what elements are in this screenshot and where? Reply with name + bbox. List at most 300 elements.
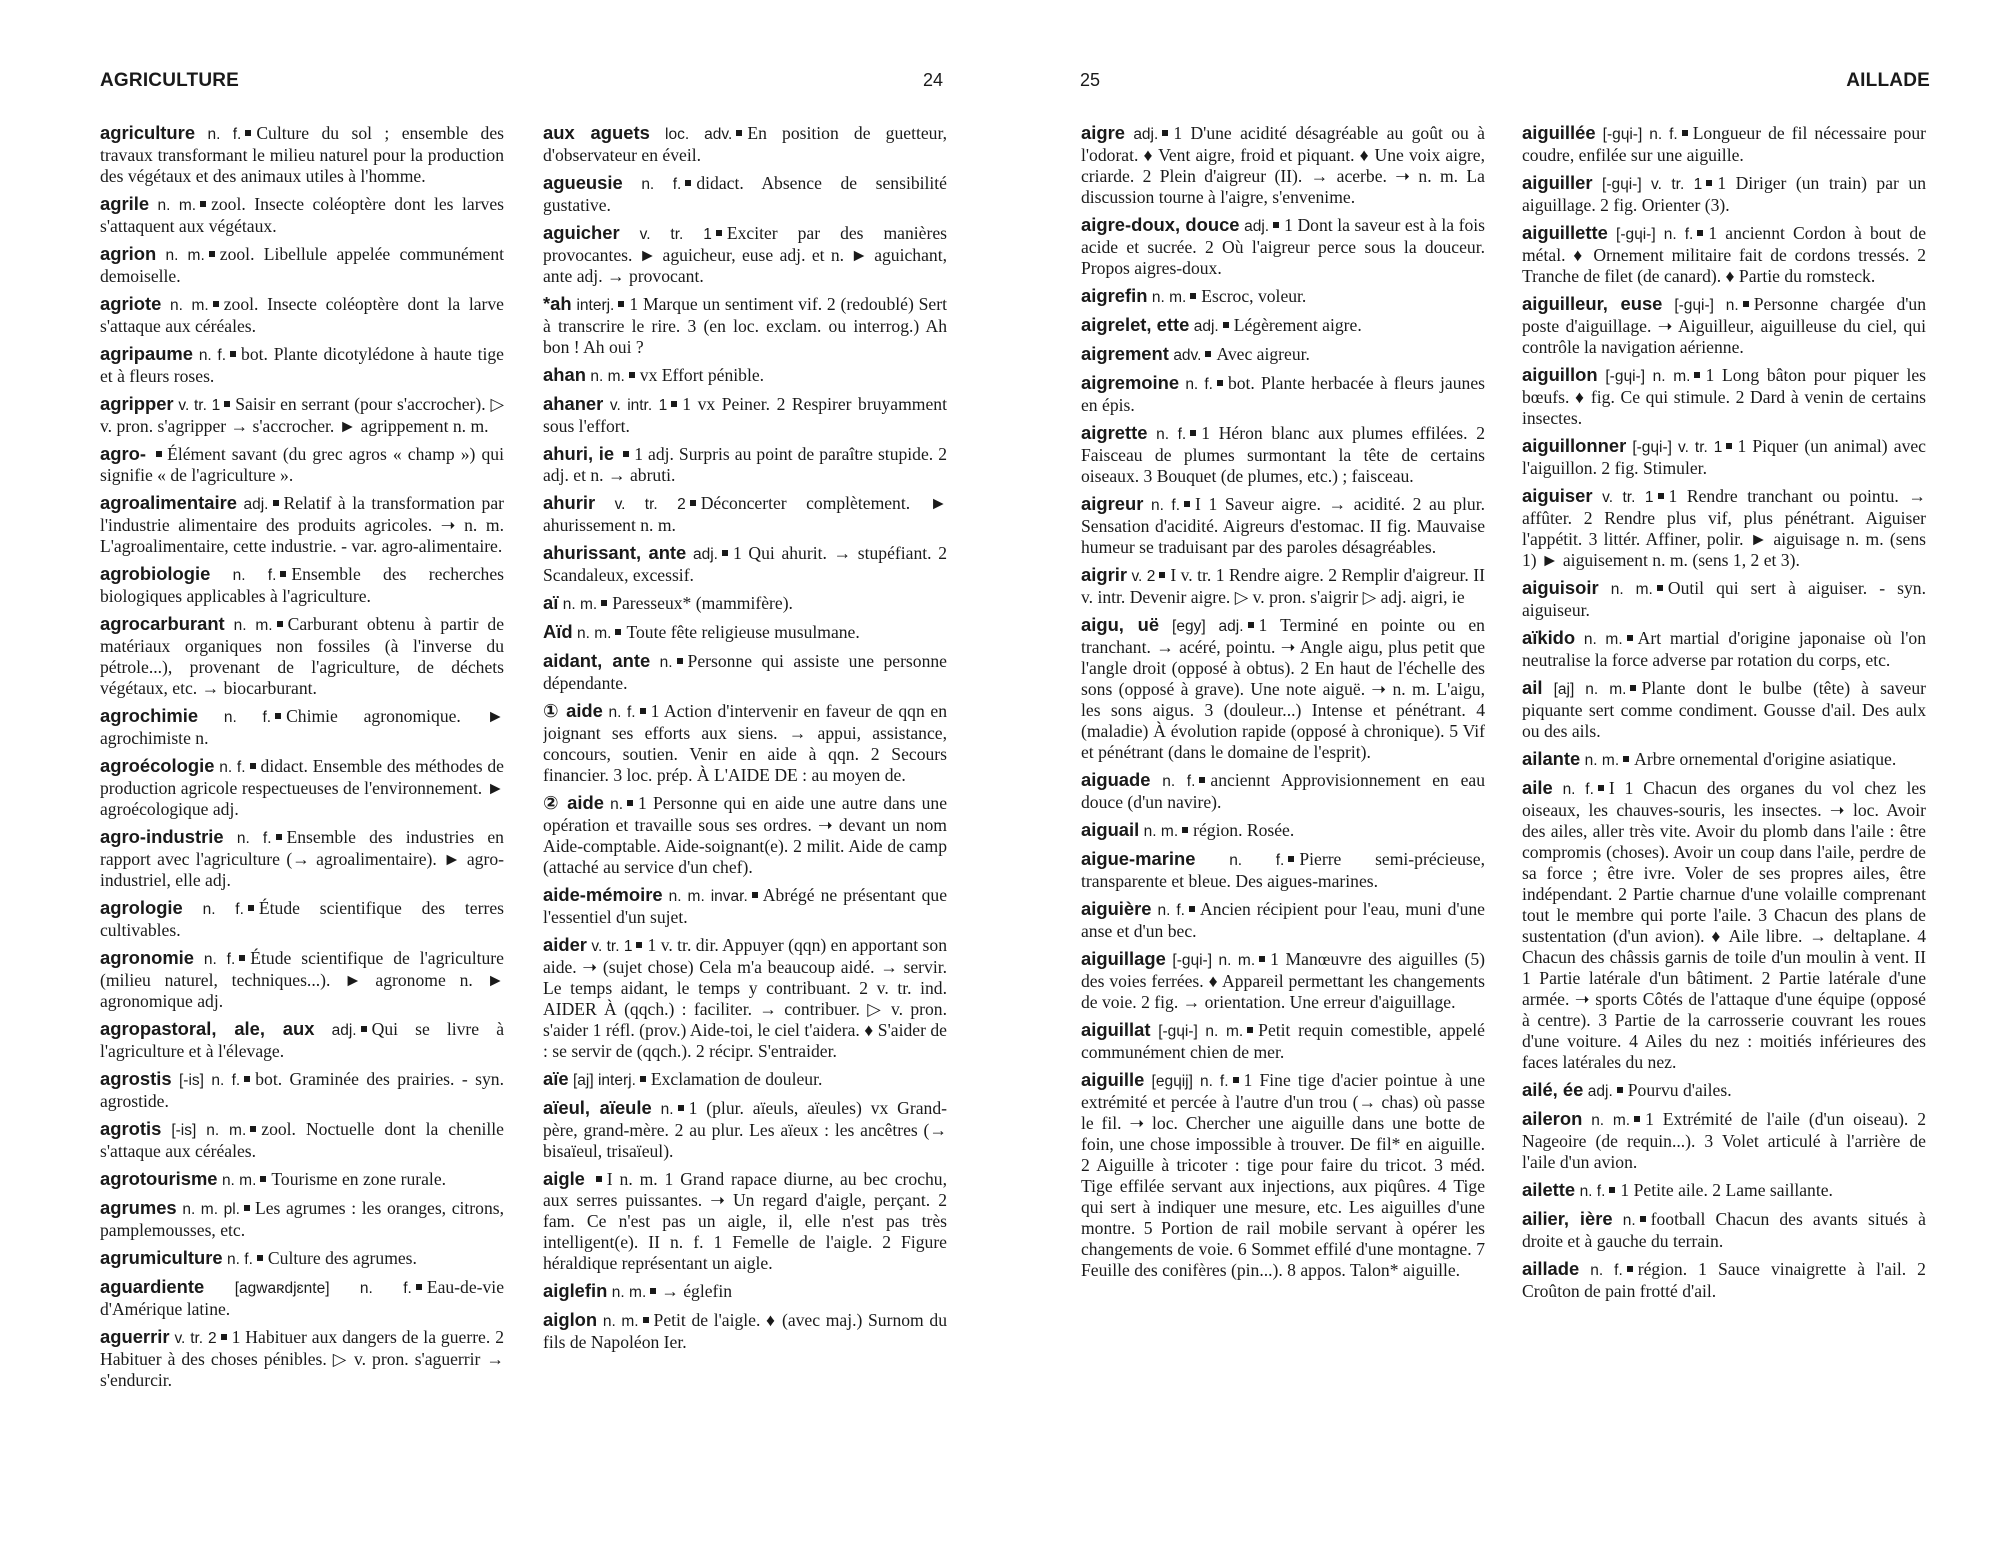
entry-headword: aiguade [1081,769,1151,790]
dictionary-entry [100,705,504,749]
entry-headword: aileron [1522,1108,1583,1129]
separator-square-icon [1223,322,1229,328]
entry-headword: ailette [1522,1179,1576,1200]
entry-headword: aigreur [1081,493,1144,514]
separator-square-icon [1199,777,1205,783]
page-number-right: 25 [1080,70,1101,90]
entry-headword: agrologie [100,897,183,918]
entry-grammar: adj. [1244,218,1270,235]
entry-grammar: n. m. [221,1172,257,1189]
entry-grammar: n. m. [602,1313,639,1330]
entry-grammar: v. tr. 2 [614,496,686,513]
dictionary-entry [1081,493,1485,558]
entry-definition: 1 Héron blanc aux plumes effilées. 2 Faisceau de plumes surmontant la tête de certains oiseaux. 3 Bouquet (de plumes, etc.) ; faisceau. [1081,423,1485,486]
entry-definition: didact. Ensemble des méthodes de production agricole respectueuses de l'environnement. ► agroécologique adj. [100,756,504,819]
entry-grammar: n. f. [641,176,682,193]
entry-headword: agro- [100,443,146,464]
dictionary-entry [543,293,947,358]
separator-square-icon [636,942,642,948]
entry-grammar: [-gɥi-] n. m. [1172,952,1256,969]
entry-definition: 1 Manœuvre des aiguilles (5) des voies ferrées. ♦ Appareil permettant les changements de voie. 2 fig. → orientation. Une erreur d'aiguillage. [1081,949,1485,1012]
entry-headword: ailante [1522,748,1581,769]
entry-headword: aigrette [1081,422,1148,443]
dictionary-entry [100,1118,504,1162]
dictionary-entry [1522,172,1926,216]
entry-definition: Relatif à la transformation par l'industrie alimentaire des produits agricoles. ➝ n. m. L'agroalimentaire, cette industrie. - var. agro-alimentaire. [100,493,504,556]
dictionary-entry [100,443,504,486]
entry-grammar: [-gɥi-] v. tr. 1 [1602,176,1703,193]
entry-headword: *ah [543,293,572,314]
entry-headword: agripaume [100,343,194,364]
separator-square-icon [209,251,215,257]
separator-square-icon [276,834,282,840]
dictionary-entry [1081,343,1485,366]
entry-definition: Étude scientifique de l'agriculture (milieu naturel, techniques...). ► agronome n. ► agronomique adj. [100,948,504,1011]
entry-headword: agroécologie [100,755,215,776]
dictionary-entry [1081,848,1485,892]
entry-headword: aiguière [1081,898,1152,919]
entry-headword: agrumiculture [100,1247,223,1268]
entry-definition: vx Effort pénible. [639,365,765,385]
entry-definition: Art martial d'origine japonaise où l'on neutralise la force adverse par rotation du corps, etc. [1522,628,1926,670]
entry-headword: aigrir [1081,564,1127,585]
separator-square-icon [221,1334,227,1340]
entry-headword: agripper [100,393,174,414]
dictionary-entry [543,621,947,644]
separator-square-icon [156,451,162,457]
entry-headword: agriote [100,293,162,314]
dictionary-entry [1522,627,1926,671]
entry-headword: aigre-doux, douce [1081,214,1240,235]
entry-headword: aiguillon [1522,364,1598,385]
entry-grammar: v. tr. 1 [178,397,221,414]
entry-headword: agrostis [100,1068,172,1089]
dictionary-entry [1081,819,1485,842]
entry-definition: 1 Marque un sentiment vif. 2 (redoublé) Sert à transcrire le rire. 3 (en loc. exclam. ou interrog.) Ah bon ! Ah oui ? [543,294,947,357]
entry-grammar: n. [610,796,624,813]
entry-grammar: adv. [1173,347,1202,364]
entry-headword: agrotourisme [100,1168,218,1189]
separator-square-icon [275,713,281,719]
separator-square-icon [1630,685,1636,691]
entry-headword: aigle [543,1168,585,1189]
dictionary-entry [100,293,504,337]
entry-definition: Élément savant (du grec agros « champ ») qui signifie « de l'agriculture ». [100,444,504,485]
entry-headword: aiguisoir [1522,577,1599,598]
dictionary-entry [1081,372,1485,416]
separator-square-icon [230,351,236,357]
entry-definition: Ancien récipient pour l'eau, muni d'une anse et d'un bec. [1081,899,1485,941]
entry-grammar: v. tr. 1 [639,226,712,243]
entry-definition: région. 1 Sauce vinaigrette à l'ail. 2 Croûton de pain frotté d'ail. [1522,1259,1926,1301]
separator-square-icon [716,230,722,236]
entry-headword: Aïd [543,621,573,642]
separator-square-icon [1640,1216,1646,1222]
entry-grammar: n. m. [577,625,612,642]
entry-definition: Abrégé ne présentant que l'essentiel d'un sujet. [543,885,947,927]
entry-definition: Tourisme en zone rurale. [271,1169,447,1189]
entry-definition: I 1 Chacun des organes du vol chez les oiseaux, les chauves-souris, les insectes. ➝ loc. Avoir des ailes, aller très vite. Avoir du plomb dans l'aile : être compromis (choses). Avoir un coup dans l'aile, perdre de sa force ; être ivre. Voler de ses propres ailes, être indépendant. 2 Partie charnue d'une volaille comprenant tout le membre qui porte l'aile. 3 Chacun des plans de sustentation (d'un avion). ♦ Aile libre. → deltaplane. 4 Chacun des châssis garnis de toile d'un moulin à vent. II 1 Partie latérale d'un bâtiment. 2 Partie latérale d'une armée. ➝ sports Côtés de l'attaque d'une équipe (opposé à centre). 3 Partie de la carrosserie couvrant les roues d'une voiture. 4 Ailes du nez : moitiés inférieures des faces latérales du nez. [1522,778,1926,1072]
dictionary-entry [543,884,947,928]
entry-grammar: n. m. [1151,289,1187,306]
entry-definition: 1 Terminé en pointe ou en tranchant. → acéré, pointu. ➝ Angle aigu, plus petit que l'angle droit (opposé à obtus). 2 En haut de l'échelle des sons (opposé à grave). Une note aiguë. ➝ n. m. L'aigu, les sons aigus. 3 (douleur...) Intense et pénétrant. 4 (maladie) À évolution rapide (opposé à chronique). 5 Vif et pénétrant (dans le domaine de l'esprit). [1081,615,1485,762]
entry-definition: Étude scientifique des terres cultivables. [100,898,504,940]
dictionary-entry [100,1168,504,1191]
dictionary-entry [543,592,947,615]
entry-headword: aiguiser [1522,485,1593,506]
entry-definition: Saisir en serrant (pour s'accrocher). ▷ v. pron. s'agripper → s'accrocher. ► agrippement n. m. [100,394,504,436]
entry-grammar: n. m. [1591,1112,1631,1129]
entry-headword: aigu, uë [1081,614,1160,635]
separator-square-icon [1682,130,1688,136]
entry-definition: zool. Insecte coléoptère dont la larve s'attaque aux céréales. [100,294,504,336]
dictionary-entry [1522,222,1926,287]
entry-definition: 1 Personne qui en aide une autre dans une opération et travaille sous ses ordres. ➝ devant un nom Aide-comptable. Aide-soignant(e). 2 milit. Aide de camp (attaché au service d'un chef). [543,793,947,877]
entry-definition: Exciter par des manières provocantes. ► aguicheur, euse adj. et n. ► aguichant, ante adj. → provocant. [543,223,947,286]
separator-square-icon [1694,372,1700,378]
entry-grammar: v. tr. 1 [591,938,633,955]
dictionary-entry [100,492,504,557]
entry-grammar: n. f. [223,709,272,726]
separator-square-icon [640,1076,646,1082]
entry-grammar: interj. [576,297,615,314]
entry-grammar: n. f. [1156,426,1187,443]
entry-headword: agrochimie [100,705,199,726]
separator-square-icon [250,1126,256,1132]
dictionary-entry [100,897,504,941]
entry-definition: didact. Absence de sensibilité gustative. [543,173,947,215]
entry-definition: 1 Dont la saveur est à la fois acide et sucrée. 2 Où l'aigreur perce sous la douceur. Propos aigres-doux. [1081,215,1485,278]
entry-definition: anciennt Approvisionnement en eau douce (d'un navire). [1081,770,1485,812]
entry-headword: aigremoine [1081,372,1180,393]
entry-headword: ① aide [543,700,603,721]
entry-headword: aiguille [1081,1069,1145,1090]
dictionary-entry [543,934,947,1062]
entry-grammar: v. tr. 1 [1602,489,1654,506]
entry-grammar: adj. [692,546,718,563]
entry-grammar: [-is] n. m. [171,1122,247,1139]
entry-headword: aïeul, aïeule [543,1097,652,1118]
dictionary-entry [100,122,504,187]
entry-definition: I 1 Saveur aigre. → acidité. 2 au plur. Sensation d'acidité. Aigreurs d'estomac. II fig. Mauvaise humeur se traduisant par des paroles désagréables. [1081,494,1485,557]
entry-grammar: n. f. [1562,781,1594,798]
entry-definition: Paresseux* (mammifère). [612,593,793,613]
entry-headword: aidant, ante [543,650,651,671]
entry-definition: Ensemble des industries en rapport avec l'agriculture (→ agroalimentaire). ► agro-industriel, elle adj. [100,827,504,890]
dictionary-entry [543,222,947,287]
separator-square-icon [248,905,254,911]
dictionary-entry [100,1326,504,1391]
entry-grammar: n. m. [1583,631,1623,648]
running-head-left: AGRICULTURE [100,70,240,91]
separator-square-icon [1190,430,1196,436]
entry-headword: aile [1522,777,1553,798]
entry-grammar: n. m. [165,247,205,264]
dictionary-entry [543,792,947,878]
separator-square-icon [213,301,219,307]
entry-definition: Petit de l'aigle. ♦ (avec maj.) Surnom du fils de Napoléon Ier. [543,1310,947,1352]
entry-grammar: n. m. [233,617,273,634]
separator-square-icon [678,1105,684,1111]
entry-grammar: n. f. [236,830,272,847]
entry-headword: aïe [543,1068,569,1089]
entry-definition: Personne qui assiste une personne dépendante. [543,651,947,693]
entry-definition: bot. Graminée des prairies. - syn. agrostide. [100,1069,504,1111]
entry-definition: Culture des agrumes. [267,1248,417,1268]
entry-headword: aiguail [1081,819,1140,840]
separator-square-icon [250,763,256,769]
entry-grammar: adj. [243,496,269,513]
entry-definition: bot. Plante herbacée à fleurs jaunes en épis. [1081,373,1485,415]
separator-square-icon [1288,856,1294,862]
entry-grammar: v. tr. 2 [174,1330,217,1347]
entry-definition: région. Rosée. [1193,820,1295,840]
dictionary-entry [543,122,947,166]
entry-definition: 1 vx Peiner. 2 Respirer bruyamment sous l'effort. [543,394,947,436]
dictionary-entry [1081,214,1485,279]
entry-definition: 1 Petite aile. 2 Lame saillante. [1620,1180,1833,1200]
dictionary-entry [1081,948,1485,1013]
separator-square-icon [1658,493,1664,499]
entry-grammar: [egɥij] n. f. [1151,1073,1229,1090]
dictionary-entry [1522,1258,1926,1302]
entry-definition: I v. tr. 1 Rendre aigre. 2 Remplir d'aigreur. II v. intr. Devenir aigre. ▷ v. pron. s'aigrir ▷ adj. aigri, ie [1081,565,1485,607]
entry-definition: 1 Habituer aux dangers de la guerre. 2 Habituer à des choses pénibles. ▷ v. pron. s'aguerrir → s'endurcir. [100,1327,504,1390]
dictionary-entry [543,1097,947,1162]
dictionary-entry [1081,122,1485,208]
right-page [1000,0,2000,1558]
entry-grammar: n. f. [207,126,242,143]
separator-square-icon [640,708,646,714]
entry-definition: Personne chargée d'un poste d'aiguillage. ➝ Aiguilleur, aiguilleuse du ciel, qui contrôle la navigation aérienne. [1522,294,1926,357]
separator-square-icon [1182,827,1188,833]
entry-headword: aigrelet, ette [1081,314,1190,335]
entry-grammar: [-gɥi-] n. f. [1616,226,1694,243]
entry-headword: agriculture [100,122,196,143]
separator-square-icon [671,401,677,407]
entry-grammar: n. f. [608,704,636,721]
entry-grammar: [aj] n. m. [1553,681,1627,698]
entry-headword: aguicher [543,222,620,243]
separator-square-icon [1743,301,1749,307]
dictionary-entry [100,755,504,820]
entry-grammar: n. m. [1584,752,1620,769]
dictionary-entry [1081,564,1485,608]
separator-square-icon [736,130,742,136]
dictionary-entry [1081,314,1485,337]
entry-headword: aigrement [1081,343,1169,364]
dictionary-entry [1522,777,1926,1073]
separator-square-icon [1205,351,1211,357]
entry-headword: agrion [100,243,157,264]
entry-grammar: n. f. [202,901,244,918]
dictionary-entry [543,1280,947,1303]
entry-headword: agropastoral, ale, aux [100,1018,315,1039]
separator-square-icon [1248,622,1254,628]
separator-square-icon [623,451,629,457]
entry-grammar: n. f. [1150,497,1181,514]
entry-definition: 1 v. tr. dir. Appuyer (qqn) en apportant son aide. ➝ (sujet chose) Cela m'a beaucoup aidé. → servir. Le temps aidant, le temps y contribuant. 2 v. tr. ind. AIDER À (qqch.) : faciliter. → contribuer. ▷ v. pron. s'aider 1 réfl. (prov.) Aide-toi, le ciel t'aidera. ♦ S'aider de : se servir de (qqch.). 2 récipr. S'entraider. [543,935,947,1061]
dictionary-entry [543,1068,947,1091]
separator-square-icon [1627,635,1633,641]
dictionary-entry [1522,1179,1926,1202]
dictionary-entry [1522,364,1926,429]
entry-headword: ahurissant, ante [543,542,687,563]
entry-definition: → églefin [661,1281,733,1301]
dictionary-entry [543,393,947,437]
entry-headword: aigre [1081,122,1125,143]
dictionary-entry [543,700,947,786]
entry-grammar: n. f. [232,567,277,584]
entry-headword: aguardiente [100,1276,205,1297]
entry-headword: aiguilleur, euse [1522,293,1663,314]
entry-headword: agro-industrie [100,826,224,847]
separator-square-icon [596,1176,602,1182]
entry-grammar: n. m. [1610,581,1653,598]
entry-grammar: n. [660,1101,674,1118]
dictionary-entry [100,613,504,699]
separator-square-icon [416,1284,422,1290]
entry-headword: agronomie [100,947,195,968]
dictionary-entry [1522,485,1926,571]
entry-headword: aillade [1522,1258,1580,1279]
separator-square-icon [722,550,728,556]
entry-definition: Plante dont le bulbe (tête) à saveur piquante sert comme condiment. Gousse d'ail. Des aulx ou des ails. [1522,678,1926,741]
entry-definition: 1 Extrémité de l'aile (d'un oiseau). 2 Nageoire (de requin...). 3 Volet articulé à l'arrière de l'aile d'un avion. [1522,1109,1926,1172]
entry-grammar: [-gɥi-] n. m. [1605,368,1691,385]
separator-square-icon [627,800,633,806]
running-head-right: AILLADE [1846,70,1930,91]
entry-grammar: [-gɥi-] n. [1674,297,1739,314]
entry-definition: Pourvu d'ailes. [1627,1080,1732,1100]
entry-definition: Arbre ornemental d'origine asiatique. [1634,749,1897,769]
entry-definition: Déconcerter complètement. ► ahurissement n. m. [543,493,947,535]
entry-headword: ahaner [543,393,604,414]
entry-headword: ahan [543,364,586,385]
entry-grammar: n. f. [1185,376,1213,393]
entry-grammar: [agwaʀdjɛnte] n. f. [234,1280,412,1297]
dictionary-entry [1522,577,1926,621]
entry-headword: agroalimentaire [100,492,237,513]
entry-grammar: n. m. invar. [668,888,748,905]
entry-definition: Légèrement aigre. [1233,315,1362,335]
separator-square-icon [257,1255,263,1261]
separator-square-icon [1189,906,1195,912]
entry-headword: agrocarburant [100,613,225,634]
entry-definition: 1 Diriger (un train) par un aiguillage. 2 fig. Orienter (3). [1522,173,1926,215]
separator-square-icon [245,130,251,136]
separator-square-icon [273,500,279,506]
separator-square-icon [1217,380,1223,386]
dictionary-column-right-1 [1081,122,1485,1532]
entry-headword: agrotis [100,1118,162,1139]
entry-definition: Longueur de fil nécessaire pour coudre, enfilée sur une aiguille. [1522,123,1926,165]
separator-square-icon [260,1176,266,1182]
entry-headword: aide-mémoire [543,884,663,905]
entry-definition: Outil qui sert à aiguiser. - syn. aiguiseur. [1522,578,1926,620]
separator-square-icon [244,1205,250,1211]
dictionary-column-left-1 [100,122,504,1532]
dictionary-entry [1522,1108,1926,1173]
dictionary-entry [1522,748,1926,771]
entry-grammar: v. 2 [1131,568,1156,585]
entry-headword: aiguillonner [1522,435,1627,456]
dictionary-entry [100,193,504,237]
dictionary-entry [543,1168,947,1274]
entry-definition: En position de guetteur, d'observateur en éveil. [543,123,947,165]
entry-grammar: [-is] n. f. [179,1072,241,1089]
entry-grammar: n. m. [157,197,197,214]
entry-grammar: n. m. [590,368,625,385]
entry-grammar: adj. [331,1022,357,1039]
entry-definition: Ensemble des recherches biologiques applicables à l'agriculture. [100,564,504,606]
entry-grammar: n. f. [1590,1262,1623,1279]
entry-grammar: adj. [1587,1083,1613,1100]
dictionary-entry [1522,293,1926,358]
entry-headword: ailier, ière [1522,1208,1613,1229]
separator-square-icon [685,180,691,186]
separator-square-icon [752,892,758,898]
separator-square-icon [1623,756,1629,762]
separator-square-icon [1190,293,1196,299]
entry-grammar: adj. [1133,126,1159,143]
entry-headword: ailé, ée [1522,1079,1584,1100]
separator-square-icon [629,372,635,378]
separator-square-icon [244,1076,250,1082]
entry-definition: 1 Rendre tranchant ou pointu. → affûter. 2 Rendre plus vif, plus pénétrant. Aiguiser l'appétit. 3 littér. Affiner, polir. ► aiguisage n. m. (sens 1) ► aiguisement n. m. (sens 1, 2 et 3). [1522,486,1926,570]
dictionary-entry [100,393,504,437]
separator-square-icon [1657,585,1663,591]
entry-headword: aïkido [1522,627,1576,648]
entry-definition: 1 Fine tige d'acier pointue à une extrémité et percée à l'autre d'un trou (→ chas) où passe le fil. ➝ loc. Chercher une aiguille dans une botte de foin, une chose impossible à trouver. De fil* en aiguille. 2 Aiguille à tricoter : tige pour faire du tricot. 3 méd. Tige effilée servant aux injections, aux piqûres. 4 Tige qui sert à indiquer une mesure, etc. Les aiguilles d'une montre. 5 Portion de rail mobile servant à opérer les changements de voie. 6 Sommet effilé d'une montagne. 7 Feuille des conifères (pin...). 8 appos. Talon* aiguille. [1081,1070,1485,1280]
entry-definition: zool. Libellule appelée communément demoiselle. [100,244,504,286]
entry-grammar: n. f. [198,347,227,364]
dictionary-entry [1522,677,1926,742]
entry-definition: Qui se livre à l'agriculture et à l'élevage. [100,1019,504,1061]
dictionary-entry [543,443,947,486]
entry-headword: aiguillée [1522,122,1596,143]
entry-definition: Culture du sol ; ensemble des travaux transformant le milieu naturel pour la production des végétaux et des animaux utiles à l'homme. [100,123,504,186]
entry-grammar: n. f. [1579,1183,1606,1200]
entry-grammar: [egy] adj. [1172,618,1244,635]
dictionary-entry [1081,898,1485,942]
dictionary-column-left-2 [543,122,947,1532]
separator-square-icon [280,571,286,577]
entry-definition: zool. Insecte coléoptère dont les larves s'attaquent aux végétaux. [100,194,504,236]
entry-grammar: n. f. [227,1251,253,1268]
separator-square-icon [601,600,607,606]
entry-definition: Escroc, voleur. [1201,286,1307,306]
dictionary-entry [1081,285,1485,308]
separator-square-icon [690,500,696,506]
separator-square-icon [277,621,283,627]
entry-grammar: n. f. [1229,852,1285,869]
entry-headword: aiglefin [543,1280,608,1301]
separator-square-icon [361,1026,367,1032]
entry-headword: aider [543,934,587,955]
entry-definition: Eau-de-vie d'Amérique latine. [100,1277,504,1319]
entry-definition: Exclamation de douleur. [650,1069,823,1089]
entry-headword: agrumes [100,1197,177,1218]
separator-square-icon [1697,230,1703,236]
entry-grammar: v. intr. 1 [609,397,668,414]
entry-headword: aguerrir [100,1326,170,1347]
dictionary-entry [1081,769,1485,813]
entry-grammar: n. [659,654,673,671]
entry-grammar: n. m. [1143,823,1179,840]
entry-definition: 1 anciennt Cordon à bout de métal. ♦ Ornement militaire fait de cordons tressés. 2 Tranche de filet (de canard). ♦ Partie du romsteck. [1522,223,1926,286]
separator-square-icon [1233,1077,1239,1083]
